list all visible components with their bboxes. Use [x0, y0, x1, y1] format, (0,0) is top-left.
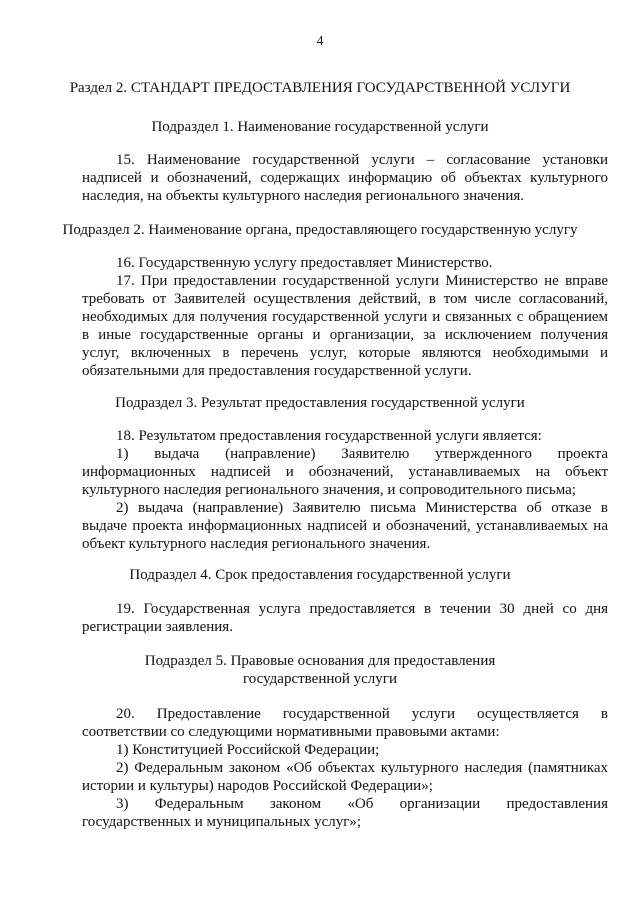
item-line: 1) выдача (направление) Заявителю утвержденного проекта	[116, 446, 608, 462]
item-line: 3) Федеральным законом «Об организации предоставления	[116, 796, 608, 812]
paragraph-18-item-2	[82, 499, 608, 553]
paragraph-16	[82, 254, 608, 272]
paragraph-17-line: обязательными для предоставления государственной услуги.	[82, 363, 472, 379]
paragraph-18	[82, 427, 608, 445]
paragraph-20-item-3	[82, 795, 608, 831]
subsection-4-title: Подраздел 4. Срок предоставления государственной услуги	[129, 567, 511, 583]
paragraph-15	[82, 151, 608, 205]
paragraph-15-line: надписей и обозначений, содержащих информацию об объектах культурного	[82, 170, 608, 186]
item-line: выдаче проекта информационных надписей и обозначений, устанавливаемых на	[82, 518, 608, 534]
paragraph-18-item-1	[82, 445, 608, 499]
subsection-2-title: Подраздел 2. Наименование органа, предоставляющего государственную услугу	[62, 222, 578, 238]
item-line: истории и культуры) народов Российской Федерации»;	[82, 778, 433, 794]
paragraph-16-line: 16. Государственную услугу предоставляет Министерство.	[116, 255, 493, 271]
paragraph-15-line: наследия, на объекты культурного наследия регионального значения.	[82, 188, 525, 204]
subsection-1-title: Подраздел 1. Наименование государственной услуги	[151, 119, 489, 135]
paragraph-20-item-1	[82, 741, 608, 759]
paragraph-19-line: 19. Государственная услуга предоставляется в течении 30 дней со дня	[116, 601, 608, 617]
paragraph-17-line: необходимых для получения государственной услуги и связанных с обращением	[82, 309, 608, 325]
item-line: объект культурного наследия регионального значения.	[82, 536, 431, 552]
paragraph-19	[82, 600, 608, 636]
item-line: 2) Федеральным законом «Об объектах культурного наследия (памятниках	[116, 760, 608, 776]
paragraph-17-line: 17. При предоставлении государственной услуги Министерство не вправе	[116, 273, 608, 289]
paragraph-18-line: 18. Результатом предоставления государственной услуги является:	[116, 428, 542, 444]
page-number: 4	[316, 34, 324, 49]
paragraph-17	[82, 272, 608, 380]
paragraph-17-line: в иные государственные органы и организации, за исключением получения	[82, 327, 608, 343]
paragraph-20-line: соответствии со следующими нормативными правовыми актами:	[82, 724, 500, 740]
subsection-5-title-line-2: государственной услуги	[243, 671, 397, 687]
paragraph-20-line: 20. Предоставление государственной услуги осуществляется в	[116, 706, 608, 722]
paragraph-20	[82, 705, 608, 741]
paragraph-19-line: регистрации заявления.	[82, 619, 233, 635]
item-line: 2) выдача (направление) Заявителю письма Министерства об отказе в	[116, 500, 608, 516]
subsection-5-title-line-1: Подраздел 5. Правовые основания для предоставления	[144, 653, 496, 669]
subsection-3-title: Подраздел 3. Результат предоставления государственной услуги	[115, 395, 525, 411]
item-line: государственных и муниципальных услуг»;	[82, 814, 362, 830]
section-title: Раздел 2. СТАНДАРТ ПРЕДОСТАВЛЕНИЯ ГОСУДАРСТВЕННОЙ УСЛУГИ	[69, 80, 571, 96]
paragraph-15-line: 15. Наименование государственной услуги – согласование установки	[116, 152, 608, 168]
paragraph-20-item-2	[82, 759, 608, 795]
paragraph-17-line: требовать от Заявителей осуществления действий, в том числе согласований,	[82, 291, 608, 307]
item-line: информационных надписей и обозначений, устанавливаемых на объект	[82, 464, 608, 480]
item-line: 1) Конституцией Российской Федерации;	[116, 742, 380, 758]
item-line: культурного наследия регионального значения, и сопроводительного письма;	[82, 482, 576, 498]
paragraph-17-line: услуг, включенных в перечень услуг, которые являются необходимыми и	[82, 345, 608, 361]
